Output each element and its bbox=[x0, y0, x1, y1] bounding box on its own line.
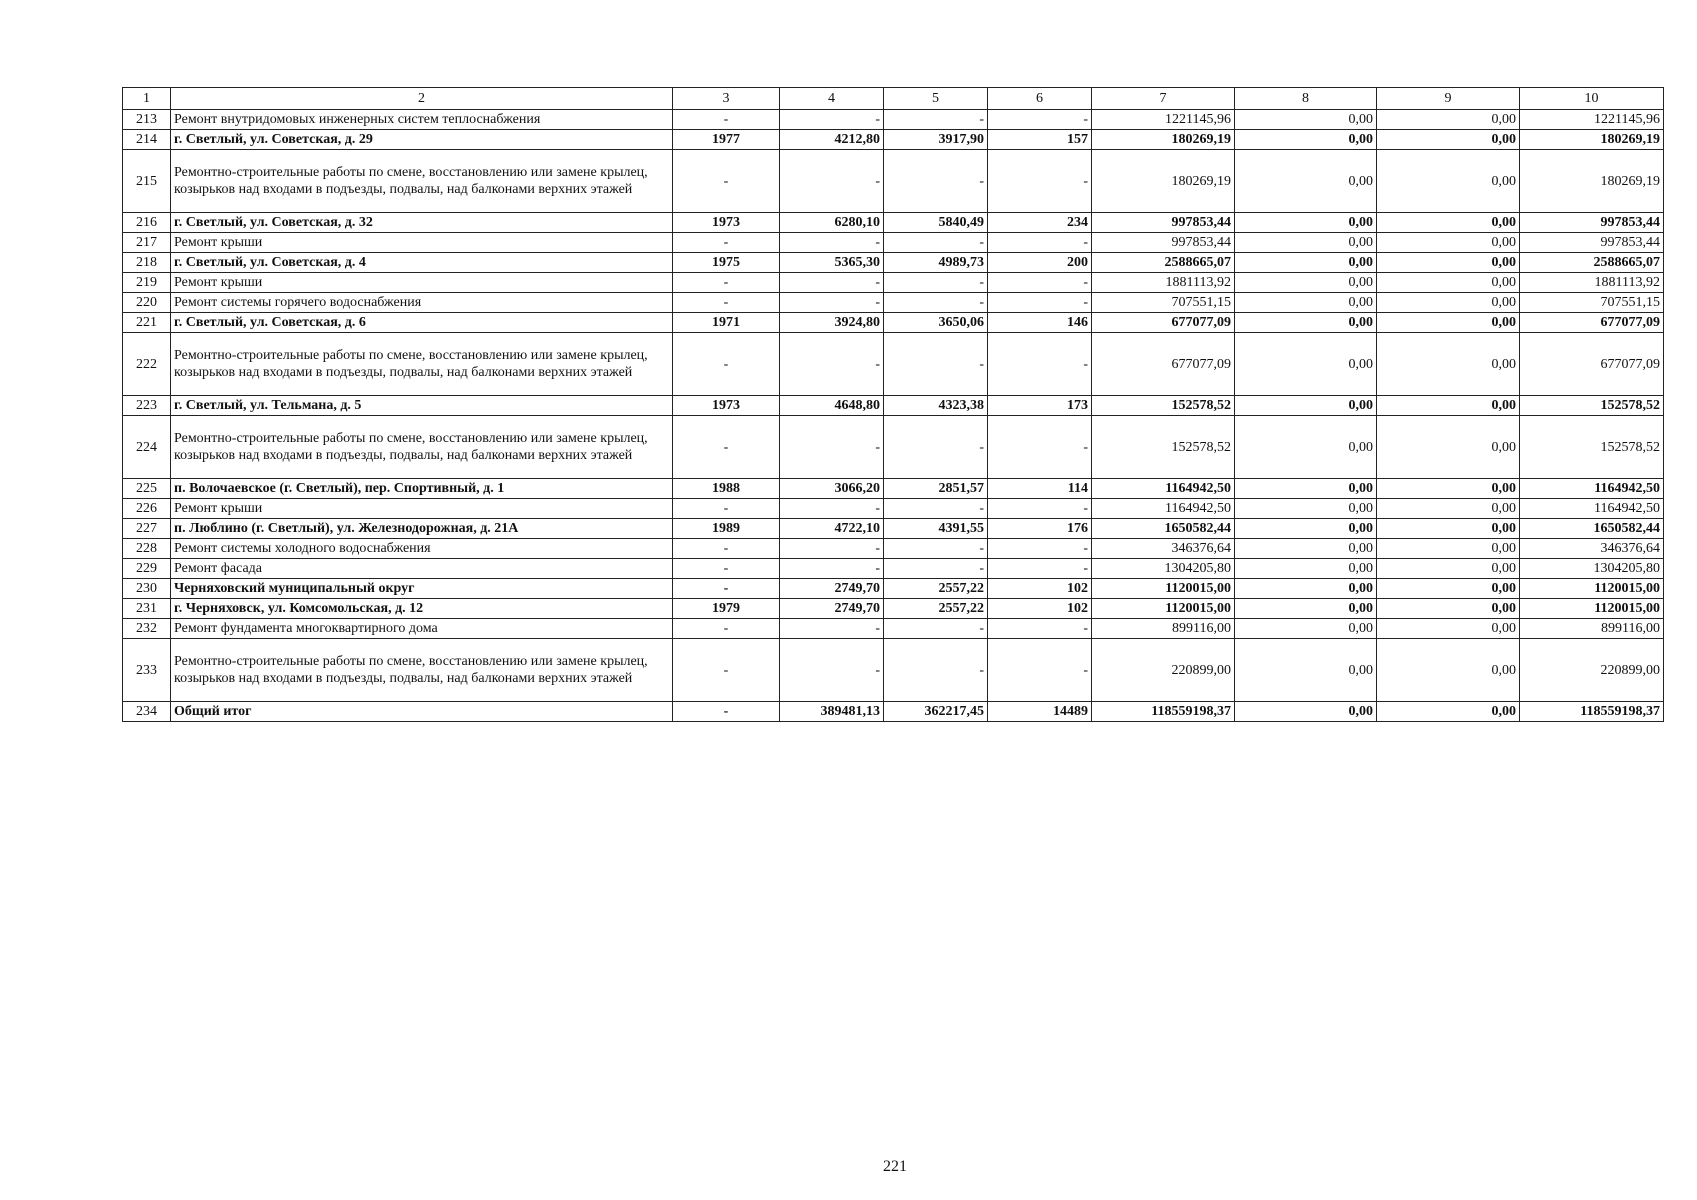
row-number-cell: 217 bbox=[123, 233, 171, 253]
repair-program-table bbox=[122, 87, 1664, 722]
work-name-cell: Черняховский муниципальный округ bbox=[171, 579, 673, 599]
col9-cell: 0,00 bbox=[1377, 499, 1520, 519]
row-number-cell: 216 bbox=[123, 213, 171, 233]
col9-cell: 0,00 bbox=[1377, 539, 1520, 559]
col8-cell: 0,00 bbox=[1235, 619, 1377, 639]
row-number-cell: 218 bbox=[123, 253, 171, 273]
col8-cell: 0,00 bbox=[1235, 273, 1377, 293]
col10-cell: 997853,44 bbox=[1520, 233, 1664, 253]
header-cell: 9 bbox=[1377, 88, 1520, 110]
total-cost-cell: 2588665,07 bbox=[1092, 253, 1235, 273]
col8-cell: 0,00 bbox=[1235, 579, 1377, 599]
col9-cell: 0,00 bbox=[1377, 416, 1520, 479]
work-name-cell: г. Светлый, ул. Тельмана, д. 5 bbox=[171, 396, 673, 416]
col6-cell: 176 bbox=[988, 519, 1092, 539]
year-cell: 1971 bbox=[673, 313, 780, 333]
work-name-cell: Ремонт фундамента многоквартирного дома bbox=[171, 619, 673, 639]
total-cost-cell: 1881113,92 bbox=[1092, 273, 1235, 293]
work-name-cell: Ремонт системы холодного водоснабжения bbox=[171, 539, 673, 559]
col8-cell: 0,00 bbox=[1235, 110, 1377, 130]
table-row bbox=[123, 519, 1664, 539]
total-cost-cell: 1120015,00 bbox=[1092, 599, 1235, 619]
row-number-cell: 234 bbox=[123, 702, 171, 722]
header-cell: 10 bbox=[1520, 88, 1664, 110]
col10-cell: 180269,19 bbox=[1520, 130, 1664, 150]
total-cost-cell: 707551,15 bbox=[1092, 293, 1235, 313]
col4-cell: - bbox=[780, 639, 884, 702]
col4-cell: - bbox=[780, 499, 884, 519]
col4-cell: 2749,70 bbox=[780, 579, 884, 599]
col5-cell: 3650,06 bbox=[884, 313, 988, 333]
header-cell: 4 bbox=[780, 88, 884, 110]
work-name-cell: г. Светлый, ул. Советская, д. 32 bbox=[171, 213, 673, 233]
table-row bbox=[123, 416, 1664, 479]
col10-cell: 1164942,50 bbox=[1520, 499, 1664, 519]
total-cost-cell: 997853,44 bbox=[1092, 213, 1235, 233]
year-cell: 1973 bbox=[673, 396, 780, 416]
col4-cell: 4212,80 bbox=[780, 130, 884, 150]
header-cell: 1 bbox=[123, 88, 171, 110]
work-name-cell: Ремонт системы горячего водоснабжения bbox=[171, 293, 673, 313]
year-cell: 1989 bbox=[673, 519, 780, 539]
header-cell: 7 bbox=[1092, 88, 1235, 110]
col6-cell: - bbox=[988, 416, 1092, 479]
col10-cell: 1164942,50 bbox=[1520, 479, 1664, 499]
col5-cell: - bbox=[884, 110, 988, 130]
col9-cell: 0,00 bbox=[1377, 313, 1520, 333]
col4-cell: - bbox=[780, 110, 884, 130]
header-cell: 2 bbox=[171, 88, 673, 110]
col10-cell: 1120015,00 bbox=[1520, 599, 1664, 619]
col9-cell: 0,00 bbox=[1377, 639, 1520, 702]
col9-cell: 0,00 bbox=[1377, 579, 1520, 599]
col9-cell: 0,00 bbox=[1377, 619, 1520, 639]
total-cost-cell: 152578,52 bbox=[1092, 396, 1235, 416]
header-row bbox=[123, 88, 1664, 110]
total-cost-cell: 1120015,00 bbox=[1092, 579, 1235, 599]
col6-cell: - bbox=[988, 273, 1092, 293]
year-cell: - bbox=[673, 150, 780, 213]
col8-cell: 0,00 bbox=[1235, 130, 1377, 150]
col4-cell: 2749,70 bbox=[780, 599, 884, 619]
col4-cell: 6280,10 bbox=[780, 213, 884, 233]
col9-cell: 0,00 bbox=[1377, 599, 1520, 619]
col10-cell: 997853,44 bbox=[1520, 213, 1664, 233]
total-cost-cell: 346376,64 bbox=[1092, 539, 1235, 559]
table-row bbox=[123, 293, 1664, 313]
col10-cell: 152578,52 bbox=[1520, 396, 1664, 416]
col5-cell: 3917,90 bbox=[884, 130, 988, 150]
col5-cell: - bbox=[884, 416, 988, 479]
total-cost-cell: 899116,00 bbox=[1092, 619, 1235, 639]
row-number-cell: 226 bbox=[123, 499, 171, 519]
work-name-cell: г. Черняховск, ул. Комсомольская, д. 12 bbox=[171, 599, 673, 619]
col6-cell: 14489 bbox=[988, 702, 1092, 722]
col8-cell: 0,00 bbox=[1235, 519, 1377, 539]
row-number-cell: 213 bbox=[123, 110, 171, 130]
col10-cell: 152578,52 bbox=[1520, 416, 1664, 479]
col8-cell: 0,00 bbox=[1235, 539, 1377, 559]
year-cell: - bbox=[673, 416, 780, 479]
total-cost-cell: 1221145,96 bbox=[1092, 110, 1235, 130]
col8-cell: 0,00 bbox=[1235, 213, 1377, 233]
col6-cell: 114 bbox=[988, 479, 1092, 499]
total-cost-cell: 152578,52 bbox=[1092, 416, 1235, 479]
table-row bbox=[123, 110, 1664, 130]
col6-cell: - bbox=[988, 559, 1092, 579]
col6-cell: - bbox=[988, 333, 1092, 396]
work-name-cell: Ремонтно-строительные работы по смене, восстановлению или замене крылец, козырьков над входами в подъезды, подвалы, над балконами верхних этажей bbox=[171, 333, 673, 396]
row-number-cell: 233 bbox=[123, 639, 171, 702]
col10-cell: 118559198,37 bbox=[1520, 702, 1664, 722]
col8-cell: 0,00 bbox=[1235, 639, 1377, 702]
row-number-cell: 214 bbox=[123, 130, 171, 150]
col4-cell: - bbox=[780, 150, 884, 213]
page-number: 221 bbox=[883, 1158, 907, 1175]
col8-cell: 0,00 bbox=[1235, 313, 1377, 333]
table-row bbox=[123, 599, 1664, 619]
year-cell: - bbox=[673, 233, 780, 253]
col10-cell: 677077,09 bbox=[1520, 313, 1664, 333]
table-row bbox=[123, 499, 1664, 519]
row-number-cell: 220 bbox=[123, 293, 171, 313]
table-row bbox=[123, 479, 1664, 499]
col10-cell: 1881113,92 bbox=[1520, 273, 1664, 293]
col5-cell: 2851,57 bbox=[884, 479, 988, 499]
col9-cell: 0,00 bbox=[1377, 150, 1520, 213]
table-row bbox=[123, 313, 1664, 333]
col5-cell: - bbox=[884, 499, 988, 519]
col9-cell: 0,00 bbox=[1377, 479, 1520, 499]
col10-cell: 220899,00 bbox=[1520, 639, 1664, 702]
header-cell: 5 bbox=[884, 88, 988, 110]
row-number-cell: 219 bbox=[123, 273, 171, 293]
header-cell: 6 bbox=[988, 88, 1092, 110]
col5-cell: - bbox=[884, 273, 988, 293]
table-row bbox=[123, 639, 1664, 702]
row-number-cell: 215 bbox=[123, 150, 171, 213]
total-cost-cell: 1650582,44 bbox=[1092, 519, 1235, 539]
col9-cell: 0,00 bbox=[1377, 519, 1520, 539]
col8-cell: 0,00 bbox=[1235, 396, 1377, 416]
year-cell: - bbox=[673, 293, 780, 313]
table-row bbox=[123, 130, 1664, 150]
row-number-cell: 230 bbox=[123, 579, 171, 599]
col9-cell: 0,00 bbox=[1377, 110, 1520, 130]
col8-cell: 0,00 bbox=[1235, 599, 1377, 619]
col10-cell: 1650582,44 bbox=[1520, 519, 1664, 539]
col9-cell: 0,00 bbox=[1377, 213, 1520, 233]
col8-cell: 0,00 bbox=[1235, 479, 1377, 499]
col8-cell: 0,00 bbox=[1235, 233, 1377, 253]
col9-cell: 0,00 bbox=[1377, 293, 1520, 313]
table-row bbox=[123, 333, 1664, 396]
col8-cell: 0,00 bbox=[1235, 293, 1377, 313]
col8-cell: 0,00 bbox=[1235, 416, 1377, 479]
work-name-cell: Ремонтно-строительные работы по смене, восстановлению или замене крылец, козырьков над входами в подъезды, подвалы, над балконами верхних этажей bbox=[171, 416, 673, 479]
work-name-cell: г. Светлый, ул. Советская, д. 29 bbox=[171, 130, 673, 150]
col8-cell: 0,00 bbox=[1235, 333, 1377, 396]
year-cell: - bbox=[673, 333, 780, 396]
work-name-cell: п. Люблино (г. Светлый), ул. Железнодорожная, д. 21А bbox=[171, 519, 673, 539]
year-cell: - bbox=[673, 579, 780, 599]
col4-cell: - bbox=[780, 333, 884, 396]
col6-cell: 157 bbox=[988, 130, 1092, 150]
work-name-cell: Ремонт фасада bbox=[171, 559, 673, 579]
col4-cell: - bbox=[780, 539, 884, 559]
col9-cell: 0,00 bbox=[1377, 273, 1520, 293]
col5-cell: - bbox=[884, 150, 988, 213]
year-cell: 1977 bbox=[673, 130, 780, 150]
col9-cell: 0,00 bbox=[1377, 702, 1520, 722]
col4-cell: 3066,20 bbox=[780, 479, 884, 499]
work-name-cell: Ремонт внутридомовых инженерных систем теплоснабжения bbox=[171, 110, 673, 130]
table-row bbox=[123, 273, 1664, 293]
total-cost-cell: 997853,44 bbox=[1092, 233, 1235, 253]
year-cell: - bbox=[673, 499, 780, 519]
col8-cell: 0,00 bbox=[1235, 499, 1377, 519]
col9-cell: 0,00 bbox=[1377, 253, 1520, 273]
col6-cell: 102 bbox=[988, 599, 1092, 619]
col6-cell: - bbox=[988, 150, 1092, 213]
year-cell: 1988 bbox=[673, 479, 780, 499]
col9-cell: 0,00 bbox=[1377, 396, 1520, 416]
col10-cell: 707551,15 bbox=[1520, 293, 1664, 313]
work-name-cell: Ремонтно-строительные работы по смене, восстановлению или замене крылец, козырьков над входами в подъезды, подвалы, над балконами верхних этажей bbox=[171, 639, 673, 702]
total-cost-cell: 180269,19 bbox=[1092, 130, 1235, 150]
table-row bbox=[123, 702, 1664, 722]
col5-cell: 4323,38 bbox=[884, 396, 988, 416]
col4-cell: - bbox=[780, 233, 884, 253]
work-name-cell: Ремонт крыши bbox=[171, 233, 673, 253]
year-cell: 1979 bbox=[673, 599, 780, 619]
col5-cell: - bbox=[884, 333, 988, 396]
row-number-cell: 229 bbox=[123, 559, 171, 579]
col5-cell: - bbox=[884, 619, 988, 639]
year-cell: - bbox=[673, 539, 780, 559]
col10-cell: 899116,00 bbox=[1520, 619, 1664, 639]
table-row bbox=[123, 539, 1664, 559]
col6-cell: 146 bbox=[988, 313, 1092, 333]
col4-cell: 5365,30 bbox=[780, 253, 884, 273]
col8-cell: 0,00 bbox=[1235, 253, 1377, 273]
year-cell: - bbox=[673, 639, 780, 702]
work-name-cell: Ремонт крыши bbox=[171, 499, 673, 519]
col6-cell: 234 bbox=[988, 213, 1092, 233]
col4-cell: - bbox=[780, 559, 884, 579]
col10-cell: 346376,64 bbox=[1520, 539, 1664, 559]
col4-cell: 4648,80 bbox=[780, 396, 884, 416]
col4-cell: - bbox=[780, 416, 884, 479]
col8-cell: 0,00 bbox=[1235, 150, 1377, 213]
year-cell: - bbox=[673, 559, 780, 579]
col10-cell: 2588665,07 bbox=[1520, 253, 1664, 273]
col6-cell: - bbox=[988, 639, 1092, 702]
col9-cell: 0,00 bbox=[1377, 333, 1520, 396]
table-body bbox=[123, 88, 1664, 722]
work-name-cell: г. Светлый, ул. Советская, д. 4 bbox=[171, 253, 673, 273]
col6-cell: - bbox=[988, 539, 1092, 559]
total-cost-cell: 118559198,37 bbox=[1092, 702, 1235, 722]
col6-cell: - bbox=[988, 293, 1092, 313]
col5-cell: 5840,49 bbox=[884, 213, 988, 233]
col5-cell: - bbox=[884, 639, 988, 702]
table-row bbox=[123, 559, 1664, 579]
work-name-cell: п. Волочаевское (г. Светлый), пер. Спортивный, д. 1 bbox=[171, 479, 673, 499]
table-row bbox=[123, 619, 1664, 639]
col4-cell: 389481,13 bbox=[780, 702, 884, 722]
table-row bbox=[123, 150, 1664, 213]
year-cell: 1975 bbox=[673, 253, 780, 273]
col4-cell: 4722,10 bbox=[780, 519, 884, 539]
row-number-cell: 225 bbox=[123, 479, 171, 499]
table-row bbox=[123, 579, 1664, 599]
year-cell: - bbox=[673, 110, 780, 130]
total-cost-cell: 677077,09 bbox=[1092, 313, 1235, 333]
col5-cell: - bbox=[884, 539, 988, 559]
total-cost-cell: 220899,00 bbox=[1092, 639, 1235, 702]
col10-cell: 1120015,00 bbox=[1520, 579, 1664, 599]
year-cell: - bbox=[673, 619, 780, 639]
work-name-cell: Ремонт крыши bbox=[171, 273, 673, 293]
col6-cell: - bbox=[988, 499, 1092, 519]
col6-cell: - bbox=[988, 233, 1092, 253]
col4-cell: - bbox=[780, 619, 884, 639]
col4-cell: - bbox=[780, 273, 884, 293]
col10-cell: 1221145,96 bbox=[1520, 110, 1664, 130]
col6-cell: 173 bbox=[988, 396, 1092, 416]
row-number-cell: 221 bbox=[123, 313, 171, 333]
col5-cell: - bbox=[884, 233, 988, 253]
row-number-cell: 231 bbox=[123, 599, 171, 619]
table-row bbox=[123, 213, 1664, 233]
col8-cell: 0,00 bbox=[1235, 702, 1377, 722]
total-cost-cell: 1304205,80 bbox=[1092, 559, 1235, 579]
year-cell: - bbox=[673, 273, 780, 293]
total-cost-cell: 180269,19 bbox=[1092, 150, 1235, 213]
col6-cell: - bbox=[988, 110, 1092, 130]
total-cost-cell: 1164942,50 bbox=[1092, 479, 1235, 499]
col5-cell: 4989,73 bbox=[884, 253, 988, 273]
work-name-cell: г. Светлый, ул. Советская, д. 6 bbox=[171, 313, 673, 333]
col4-cell: 3924,80 bbox=[780, 313, 884, 333]
col10-cell: 677077,09 bbox=[1520, 333, 1664, 396]
table-row bbox=[123, 396, 1664, 416]
col6-cell: - bbox=[988, 619, 1092, 639]
col9-cell: 0,00 bbox=[1377, 559, 1520, 579]
table-row bbox=[123, 253, 1664, 273]
work-name-cell: Общий итог bbox=[171, 702, 673, 722]
col10-cell: 180269,19 bbox=[1520, 150, 1664, 213]
year-cell: - bbox=[673, 702, 780, 722]
header-cell: 8 bbox=[1235, 88, 1377, 110]
row-number-cell: 227 bbox=[123, 519, 171, 539]
col5-cell: - bbox=[884, 293, 988, 313]
col6-cell: 200 bbox=[988, 253, 1092, 273]
col5-cell: 2557,22 bbox=[884, 579, 988, 599]
year-cell: 1973 bbox=[673, 213, 780, 233]
header-cell: 3 bbox=[673, 88, 780, 110]
row-number-cell: 228 bbox=[123, 539, 171, 559]
row-number-cell: 232 bbox=[123, 619, 171, 639]
total-cost-cell: 1164942,50 bbox=[1092, 499, 1235, 519]
col5-cell: 4391,55 bbox=[884, 519, 988, 539]
col5-cell: 2557,22 bbox=[884, 599, 988, 619]
row-number-cell: 224 bbox=[123, 416, 171, 479]
col10-cell: 1304205,80 bbox=[1520, 559, 1664, 579]
table-row bbox=[123, 233, 1664, 253]
col9-cell: 0,00 bbox=[1377, 130, 1520, 150]
col8-cell: 0,00 bbox=[1235, 559, 1377, 579]
work-name-cell: Ремонтно-строительные работы по смене, восстановлению или замене крылец, козырьков над входами в подъезды, подвалы, над балконами верхних этажей bbox=[171, 150, 673, 213]
total-cost-cell: 677077,09 bbox=[1092, 333, 1235, 396]
col9-cell: 0,00 bbox=[1377, 233, 1520, 253]
col4-cell: - bbox=[780, 293, 884, 313]
row-number-cell: 223 bbox=[123, 396, 171, 416]
col6-cell: 102 bbox=[988, 579, 1092, 599]
col5-cell: - bbox=[884, 559, 988, 579]
col5-cell: 362217,45 bbox=[884, 702, 988, 722]
row-number-cell: 222 bbox=[123, 333, 171, 396]
